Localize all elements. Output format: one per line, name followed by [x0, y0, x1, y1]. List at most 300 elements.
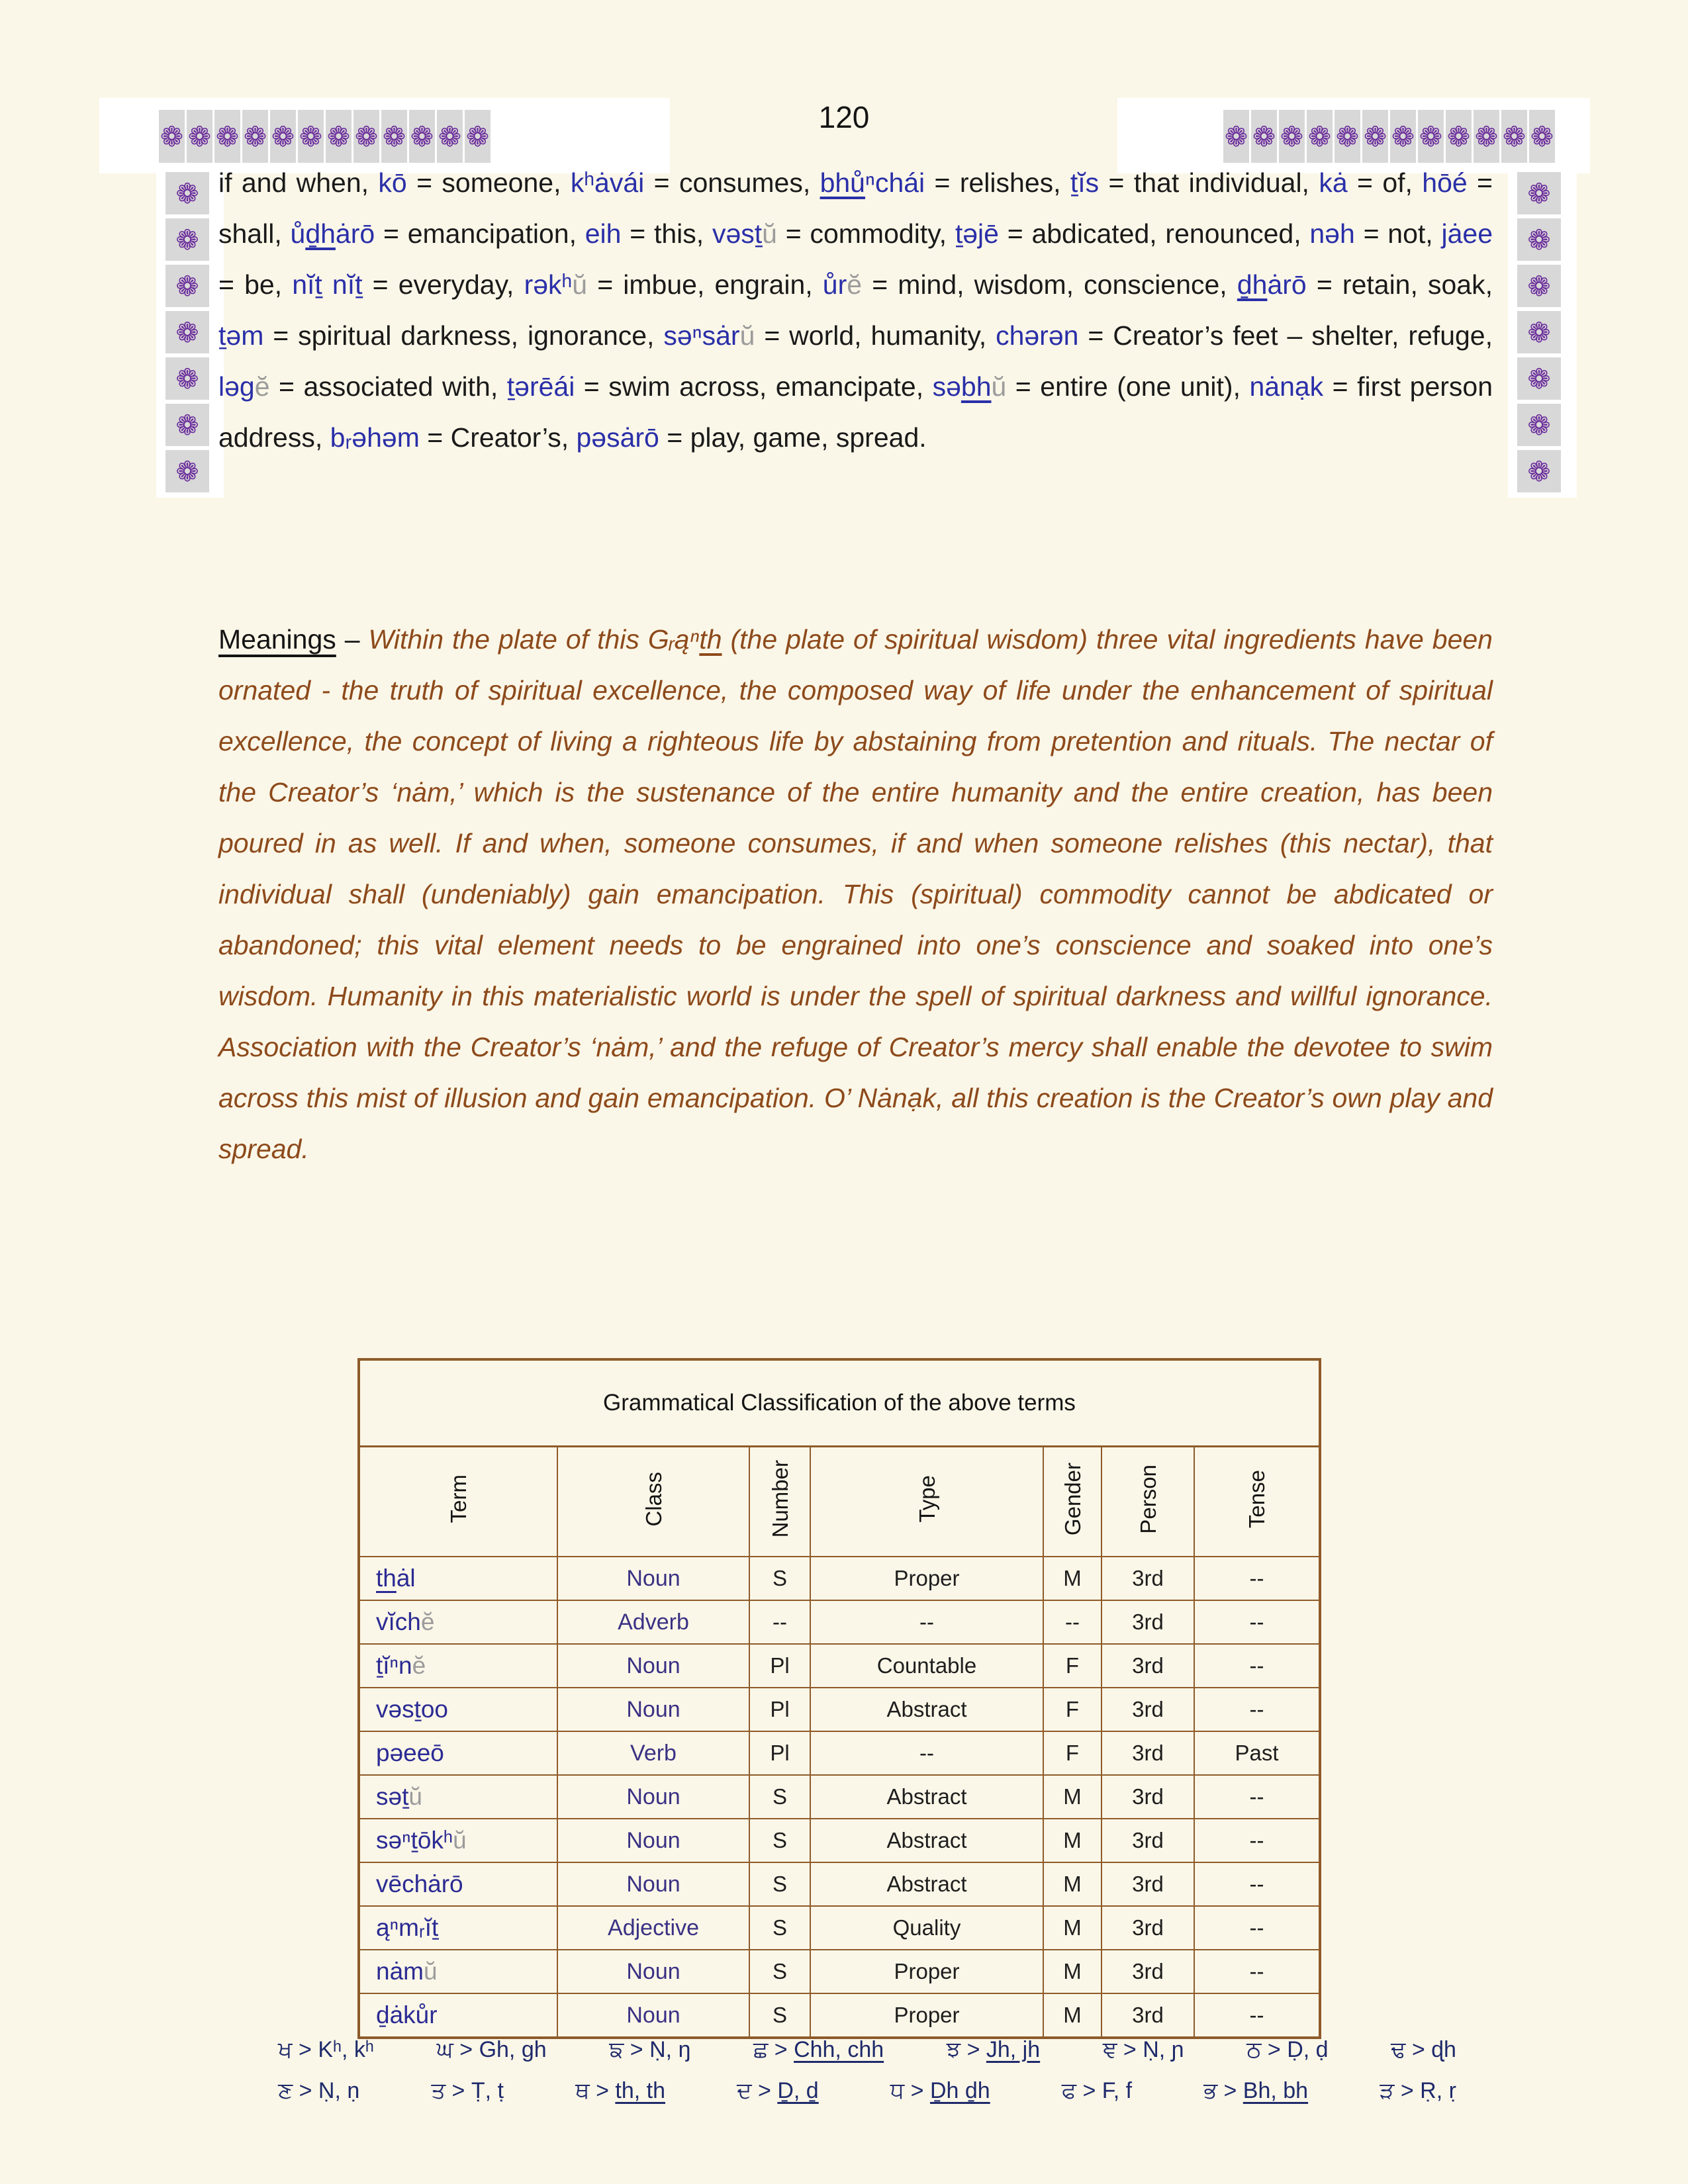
gender-cell: M	[1043, 1906, 1102, 1950]
type-cell: --	[810, 1600, 1043, 1644]
floral-border-right	[1511, 167, 1568, 498]
text-segment: ŭ	[991, 371, 1007, 402]
table-row	[359, 1906, 1320, 1950]
type-cell: --	[810, 1731, 1043, 1775]
gender-cell: M	[1043, 1993, 1102, 2038]
legend-separator: >	[624, 2037, 650, 2062]
gender-cell: --	[1043, 1600, 1102, 1644]
gender-cell: M	[1043, 1775, 1102, 1819]
number-cell: Pl	[749, 1688, 810, 1731]
table-column-header	[810, 1447, 1043, 1557]
text-segment: kō	[378, 167, 407, 198]
table-column-header-label: Number	[767, 1460, 792, 1538]
flower-ornament-icon: ❁	[1279, 110, 1305, 163]
gurmukhi-letter: ਙ	[609, 2037, 624, 2062]
table-column-header	[1194, 1447, 1320, 1557]
flower-ornament-icon: ❁	[165, 450, 209, 492]
class-cell: Noun	[557, 1950, 749, 1993]
legend-separator: >	[453, 2037, 479, 2062]
legend-item	[1103, 2037, 1184, 2063]
transliteration-legend-line-2	[278, 2078, 1456, 2104]
flower-ornament-icon: ❁	[409, 110, 435, 163]
class-cell: Noun	[557, 1775, 749, 1819]
person-cell: 3rd	[1102, 1644, 1194, 1688]
text-segment: Within the plate of this Gᵣąⁿ	[368, 624, 700, 655]
term-cell	[359, 1775, 557, 1819]
text-segment: ŭ	[423, 1958, 438, 1985]
table-column-header	[749, 1447, 810, 1557]
legend-separator: >	[1394, 2078, 1421, 2103]
gender-cell: M	[1043, 1557, 1102, 1600]
text-segment: = relishes,	[925, 167, 1070, 198]
legend-separator: >	[961, 2037, 986, 2062]
gurmukhi-letter: ਘ	[436, 2037, 453, 2062]
tense-cell: --	[1194, 1862, 1320, 1906]
tense-cell: --	[1194, 1600, 1320, 1644]
text-segment: ⁿchái	[865, 167, 925, 198]
text-segment: ṯĭs	[1070, 167, 1100, 198]
gurmukhi-letter: ਫ	[1061, 2078, 1076, 2103]
flower-ornament-icon: ❁	[270, 110, 296, 163]
legend-separator: >	[445, 2078, 471, 2103]
latin-transliteration: th, th	[615, 2078, 665, 2103]
text-segment: ůr	[822, 269, 847, 300]
number-cell: Pl	[749, 1731, 810, 1775]
gurmukhi-letter: ਠ	[1246, 2037, 1262, 2062]
grammar-table	[357, 1358, 1321, 2039]
text-segment: səṯ	[376, 1783, 409, 1810]
legend-item	[1062, 2078, 1132, 2104]
flower-ornament-icon: ❁	[437, 110, 463, 163]
flower-ornament-icon: ❁	[1390, 110, 1416, 163]
legend-separator: >	[1076, 2078, 1102, 2103]
text-segment: ṯĭⁿn	[376, 1652, 412, 1679]
text-segment: hōé	[1422, 167, 1468, 198]
meanings-dash: –	[336, 624, 369, 655]
tense-cell: --	[1194, 1557, 1320, 1600]
class-cell: Adverb	[557, 1600, 749, 1644]
latin-transliteration: Ṭ, ṭ	[471, 2078, 504, 2103]
number-cell: S	[749, 1950, 810, 1993]
text-segment: səⁿṯōkʰ	[376, 1827, 453, 1854]
text-segment: bᵣəhəm	[330, 422, 420, 453]
text-segment: ĕ	[254, 371, 270, 402]
text-segment: = swim across, emancipate,	[575, 371, 933, 402]
table-row	[359, 1950, 1320, 1993]
flower-ornament-icon: ❁	[214, 110, 240, 163]
floral-border-left	[159, 167, 216, 498]
gurmukhi-letter: ਞ	[1102, 2037, 1117, 2062]
table-row	[359, 1993, 1320, 2038]
text-segment: th	[699, 624, 722, 655]
latin-transliteration: Ṇ, ṇ	[318, 2078, 360, 2103]
class-cell: Noun	[557, 1688, 749, 1731]
legend-item	[431, 2078, 504, 2104]
text-segment: = first person address,	[218, 371, 1493, 453]
gender-cell: M	[1043, 1862, 1102, 1906]
type-cell: Abstract	[810, 1862, 1043, 1906]
meanings-paragraph	[218, 614, 1493, 1175]
table-column-header-label: Tense	[1244, 1469, 1269, 1529]
flower-ornament-icon: ❁	[1418, 110, 1444, 163]
table-column-header-label: Class	[641, 1471, 666, 1527]
text-segment: ṯəjē	[955, 218, 999, 249]
text-segment: vēchȧrō	[376, 1870, 463, 1897]
table-row	[359, 1862, 1320, 1906]
gurmukhi-letter: ਭ	[1203, 2078, 1218, 2103]
text-segment: ŭ	[453, 1827, 467, 1854]
type-cell: Abstract	[810, 1688, 1043, 1731]
latin-transliteration: F, f	[1102, 2078, 1133, 2103]
text-segment: nȧnạk	[1249, 371, 1324, 402]
flower-ornament-icon: ❁	[1517, 311, 1561, 353]
flower-ornament-icon: ❁	[1307, 110, 1333, 163]
text-segment: ȧl	[396, 1565, 416, 1592]
text-segment: = that individual,	[1099, 167, 1319, 198]
legend-separator: >	[589, 2078, 616, 2103]
table-column-header-label: Person	[1135, 1464, 1160, 1534]
table-column-header	[1043, 1447, 1102, 1557]
text-segment: nȧm	[376, 1958, 424, 1985]
text-segment: ŭ	[739, 320, 755, 351]
flower-ornament-icon: ❁	[242, 110, 268, 163]
text-segment: jȧee	[1441, 218, 1493, 249]
text-segment: pəeeō	[376, 1739, 444, 1766]
person-cell: 3rd	[1102, 1775, 1194, 1819]
flower-ornament-icon: ❁	[1362, 110, 1388, 163]
legend-item	[1246, 2037, 1328, 2063]
meanings-text	[218, 624, 1493, 1164]
text-segment: = commodity,	[776, 218, 955, 249]
text-segment: ąⁿmᵣĭṯ	[376, 1914, 439, 1941]
class-cell: Noun	[557, 1819, 749, 1862]
legend-separator: >	[1405, 2037, 1432, 2062]
term-cell	[359, 1557, 557, 1600]
text-segment: ḏh	[1237, 269, 1268, 300]
legend-separator: >	[292, 2037, 318, 2062]
latin-transliteration: Kʰ, kʰ	[318, 2037, 374, 2062]
term-cell	[359, 1862, 557, 1906]
text-segment: eih	[585, 218, 622, 249]
legend-item	[609, 2037, 690, 2063]
table-title-row	[359, 1359, 1320, 1447]
text-segment: ŭ	[408, 1783, 422, 1810]
flower-ornament-icon: ❁	[1517, 172, 1561, 214]
class-cell: Noun	[557, 1993, 749, 2038]
table-column-header-label: Type	[914, 1475, 939, 1523]
tense-cell: --	[1194, 1993, 1320, 2038]
class-cell: Noun	[557, 1862, 749, 1906]
text-segment: chərən	[996, 320, 1079, 351]
text-segment: = spiritual darkness, ignorance,	[263, 320, 664, 351]
meanings-heading: Meanings	[218, 624, 336, 655]
text-segment: vəsṯoo	[376, 1696, 449, 1723]
flower-ornament-icon: ❁	[187, 110, 212, 163]
latin-transliteration: Ḏ, ḏ	[777, 2078, 819, 2103]
latin-transliteration: Ṛ, ṛ	[1420, 2078, 1456, 2103]
text-segment: ȧrō	[335, 218, 375, 249]
flower-ornament-icon: ❁	[159, 110, 185, 163]
legend-item	[437, 2037, 547, 2063]
tense-cell: --	[1194, 1644, 1320, 1688]
text-segment: pəsȧrō	[576, 422, 659, 453]
legend-item	[1203, 2078, 1308, 2104]
gurmukhi-letter: ਝ	[946, 2037, 961, 2062]
latin-transliteration: Ṇ, ɲ	[1143, 2037, 1184, 2062]
gurmukhi-letter: ਖ	[278, 2037, 293, 2062]
class-cell: Verb	[557, 1731, 749, 1775]
text-segment: bh	[961, 371, 992, 402]
table-header-row	[359, 1447, 1320, 1557]
text-segment: = this,	[621, 218, 712, 249]
text-segment: = emancipation,	[375, 218, 585, 249]
gurmukhi-letter: ਣ	[278, 2078, 293, 2103]
text-segment: (the plate of spiritual wisdom) three vital ingredients have been ornated - the truth of spiritual excellence, the composed way of life under the enhancement of spiritual excellence, the concept of living a righteous life by abstaining from pretention and rituals. The nectar of the Creator’s ‘nȧm,’ which is the sustenance of the entire humanity and the entire creation, has been poured in as well. If and when, someone consumes, if and when someone relishes (this nectar), that individual shall (undeniably) gain emancipation. This (spiritual) commodity cannot be abdicated or abandoned; this vital element needs to be engrained into one’s conscience and soaked into one’s wisdom. Humanity in this materialistic world is under the spell of spiritual darkness and willful ignorance. Association with the Creator’s ‘nȧm,’ and the refuge of Creator’s mercy shall enable the devotee to swim across this mist of illusion and gain emancipation. O’ Nȧnạk, all this creation is the Creator’s own play and spread.	[218, 624, 1493, 1164]
flower-ornament-icon: ❁	[1251, 110, 1277, 163]
flower-ornament-icon: ❁	[165, 218, 209, 261]
flower-ornament-icon: ❁	[1335, 110, 1360, 163]
flower-ornament-icon: ❁	[165, 404, 209, 446]
text-segment: vĭch	[376, 1608, 421, 1635]
text-segment: if and when,	[218, 167, 379, 198]
number-cell: S	[749, 1862, 810, 1906]
latin-transliteration: ɖh	[1431, 2037, 1456, 2062]
text-segment: ṯərēái	[506, 371, 575, 402]
gurmukhi-letter: ੜ	[1380, 2078, 1395, 2103]
legend-separator: >	[1117, 2037, 1143, 2062]
type-cell: Proper	[810, 1950, 1043, 1993]
legend-separator: >	[904, 2078, 930, 2103]
type-cell: Proper	[810, 1557, 1043, 1600]
legend-separator: >	[751, 2078, 778, 2103]
text-segment: = entire (one unit),	[1006, 371, 1250, 402]
gurmukhi-letter: ਧ	[890, 2078, 905, 2103]
text-segment: = Creator’s,	[419, 422, 577, 453]
legend-item	[1380, 2078, 1456, 2104]
latin-transliteration: Ḍ, ḍ	[1287, 2037, 1329, 2062]
flower-ornament-icon: ❁	[1517, 404, 1561, 446]
type-cell: Countable	[810, 1644, 1043, 1688]
latin-transliteration: Ḏh ḏh	[929, 2078, 990, 2103]
text-segment: rəkʰ	[524, 269, 573, 300]
table-column-header	[1102, 1447, 1194, 1557]
flower-ornament-icon: ❁	[353, 110, 379, 163]
flower-ornament-icon: ❁	[1517, 265, 1561, 307]
tense-cell: --	[1194, 1688, 1320, 1731]
class-cell: Noun	[557, 1557, 749, 1600]
class-cell: Noun	[557, 1644, 749, 1688]
gurmukhi-letter: ਢ	[1391, 2037, 1406, 2062]
text-segment: ŭ	[762, 218, 777, 249]
text-segment: = someone,	[406, 167, 571, 198]
legend-separator: >	[768, 2037, 794, 2062]
flower-ornament-icon: ❁	[1517, 218, 1561, 261]
terms-paragraph	[218, 158, 1493, 463]
table-row	[359, 1644, 1320, 1688]
transliteration-legend-line-1	[278, 2037, 1456, 2063]
legend-item	[753, 2037, 884, 2063]
term-cell	[359, 1600, 557, 1644]
legend-item	[737, 2078, 819, 2104]
text-segment: ĕ	[420, 1608, 435, 1635]
flower-ornament-icon: ❁	[1446, 110, 1472, 163]
flower-ornament-icon: ❁	[165, 265, 209, 307]
legend-item	[575, 2078, 665, 2104]
number-cell: S	[749, 1775, 810, 1819]
flower-ornament-icon: ❁	[465, 110, 491, 163]
table-column-header-label: Gender	[1060, 1462, 1085, 1536]
term-cell	[359, 1906, 557, 1950]
text-segment: = mind, wisdom, conscience,	[862, 269, 1237, 300]
text-segment: = retain, soak,	[1306, 269, 1493, 300]
legend-item	[947, 2037, 1040, 2063]
text-segment: səⁿsȧr	[663, 320, 740, 351]
gurmukhi-letter: ਥ	[575, 2078, 590, 2103]
class-cell: Adjective	[557, 1906, 749, 1950]
type-cell: Quality	[810, 1906, 1043, 1950]
latin-transliteration: Gh, gh	[479, 2037, 547, 2062]
person-cell: 3rd	[1102, 1557, 1194, 1600]
flower-ornament-icon: ❁	[1501, 110, 1527, 163]
type-cell: Abstract	[810, 1819, 1043, 1862]
table-column-header-label: Term	[446, 1475, 471, 1524]
text-segment: ḏh	[305, 218, 336, 249]
number-cell: --	[749, 1600, 810, 1644]
text-segment: = abdicated, renounced,	[998, 218, 1310, 249]
tense-cell: --	[1194, 1775, 1320, 1819]
table-row	[359, 1819, 1320, 1862]
number-cell: S	[749, 1557, 810, 1600]
legend-item	[890, 2078, 990, 2104]
latin-transliteration: Jh, jh	[986, 2037, 1041, 2062]
flower-ornament-icon: ❁	[1474, 110, 1499, 163]
latin-transliteration: Bh, bh	[1243, 2078, 1309, 2103]
gender-cell: F	[1043, 1731, 1102, 1775]
latin-transliteration: Ṇ, ŋ	[649, 2037, 691, 2062]
text-segment: nĭṯ nĭṯ	[292, 269, 363, 300]
gurmukhi-letter: ਦ	[737, 2078, 752, 2103]
flower-ornament-icon: ❁	[1529, 110, 1555, 163]
table-row	[359, 1557, 1320, 1600]
number-cell: S	[749, 1906, 810, 1950]
text-segment: kʰȧvái	[570, 167, 645, 198]
person-cell: 3rd	[1102, 1950, 1194, 1993]
person-cell: 3rd	[1102, 1906, 1194, 1950]
flower-ornament-icon: ❁	[1223, 110, 1249, 163]
text-segment: = play, game, spread.	[659, 422, 927, 453]
tense-cell: --	[1194, 1906, 1320, 1950]
number-cell: Pl	[749, 1644, 810, 1688]
text-segment: = consumes,	[644, 167, 820, 198]
term-cell	[359, 1688, 557, 1731]
text-segment: ṯəm	[218, 320, 264, 351]
text-segment: = world, humanity,	[755, 320, 996, 351]
person-cell: 3rd	[1102, 1862, 1194, 1906]
table-row	[359, 1600, 1320, 1644]
gender-cell: F	[1043, 1644, 1102, 1688]
gurmukhi-letter: ਤ	[431, 2078, 446, 2103]
tense-cell: --	[1194, 1819, 1320, 1862]
text-segment: ḏȧkůr	[376, 2001, 438, 2028]
text-segment: = Creator’s feet – shelter, refuge,	[1078, 320, 1493, 351]
type-cell: Proper	[810, 1993, 1043, 2038]
flower-ornament-icon: ❁	[165, 357, 209, 400]
person-cell: 3rd	[1102, 1600, 1194, 1644]
text-segment: vəsṯ	[712, 218, 763, 249]
flower-ornament-icon: ❁	[1517, 357, 1561, 400]
text-segment: = shall,	[218, 167, 1493, 249]
text-segment: sə	[932, 371, 961, 402]
number-cell: S	[749, 1993, 810, 2038]
text-segment: ů	[290, 218, 306, 249]
text-segment: = of,	[1347, 167, 1423, 198]
legend-separator: >	[1217, 2078, 1243, 2103]
term-cell	[359, 1950, 557, 1993]
legend-item	[278, 2037, 374, 2063]
flower-ornament-icon: ❁	[298, 110, 324, 163]
page-number: 120	[818, 100, 870, 134]
table-title: Grammatical Classification of the above terms	[359, 1359, 1320, 1447]
flower-ornament-icon: ❁	[326, 110, 352, 163]
legend-item	[278, 2078, 359, 2104]
tense-cell: Past	[1194, 1731, 1320, 1775]
text-segment: = imbue, engrain,	[587, 269, 823, 300]
flower-ornament-icon: ❁	[165, 172, 209, 214]
table-row	[359, 1775, 1320, 1819]
flower-ornament-icon: ❁	[381, 110, 407, 163]
gender-cell: M	[1043, 1950, 1102, 1993]
table-row	[359, 1731, 1320, 1775]
latin-transliteration: Chh, chh	[794, 2037, 884, 2062]
tense-cell: --	[1194, 1950, 1320, 1993]
text-segment: = not,	[1354, 218, 1442, 249]
person-cell: 3rd	[1102, 1731, 1194, 1775]
term-cell	[359, 1819, 557, 1862]
text-segment: ȧrō	[1267, 269, 1307, 300]
text-segment: = everyday,	[362, 269, 524, 300]
person-cell: 3rd	[1102, 1688, 1194, 1731]
text-segment: nəh	[1309, 218, 1355, 249]
number-cell: S	[749, 1819, 810, 1862]
table-column-header	[359, 1447, 557, 1557]
text-segment: kȧ	[1319, 167, 1348, 198]
term-cell	[359, 1644, 557, 1688]
type-cell: Abstract	[810, 1775, 1043, 1819]
legend-item	[1391, 2037, 1456, 2063]
gurmukhi-letter: ਛ	[753, 2037, 769, 2062]
text-segment: ĕ	[847, 269, 863, 300]
text-segment: ləg	[218, 371, 255, 402]
flower-ornament-icon: ❁	[1517, 450, 1561, 492]
legend-separator: >	[1261, 2037, 1288, 2062]
term-cell	[359, 1731, 557, 1775]
text-segment: ĕ	[412, 1652, 426, 1679]
table-column-header	[557, 1447, 749, 1557]
person-cell: 3rd	[1102, 1819, 1194, 1862]
text-segment: ŭ	[572, 269, 588, 300]
text-segment: bhů	[820, 167, 865, 198]
gender-cell: F	[1043, 1688, 1102, 1731]
term-cell	[359, 1993, 557, 2038]
text-segment: th	[376, 1565, 397, 1592]
text-segment: = be,	[218, 269, 293, 300]
table-row	[359, 1688, 1320, 1731]
person-cell: 3rd	[1102, 1993, 1194, 2038]
flower-ornament-icon: ❁	[165, 311, 209, 353]
gender-cell: M	[1043, 1819, 1102, 1862]
legend-separator: >	[293, 2078, 318, 2103]
text-segment: = associated with,	[269, 371, 507, 402]
